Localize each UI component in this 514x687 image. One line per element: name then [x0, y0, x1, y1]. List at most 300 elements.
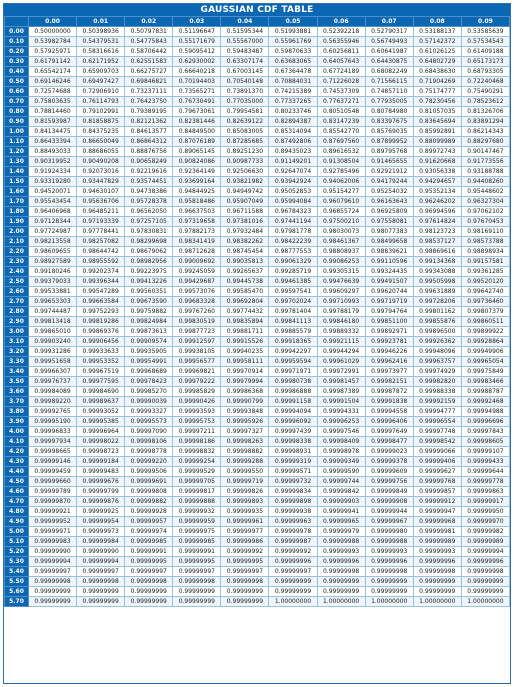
table-cell: 0.99794764: [365, 307, 413, 317]
header-row: [5, 17, 510, 27]
table-cell: 0.86433394: [29, 137, 77, 147]
table-cell: 0.99476639: [317, 277, 365, 287]
table-row: [5, 407, 510, 417]
table-cell: 0.99998338: [269, 437, 317, 447]
table-cell: 0.93319280: [29, 177, 77, 187]
table-cell: 0.70540148: [221, 77, 269, 87]
table-cell: 0.99865010: [29, 327, 77, 337]
table-cell: 0.99999768: [413, 477, 461, 487]
table-cell: 0.98299698: [125, 237, 173, 247]
table-cell: 0.92219616: [125, 167, 173, 177]
table-cell: 0.99999963: [269, 517, 317, 527]
table-cell: 0.74857110: [365, 87, 413, 97]
table-cell: 0.99999999: [269, 587, 317, 597]
table-cell: 0.97830831: [125, 227, 173, 237]
table-cell: 0.99998931: [269, 447, 317, 457]
table-cell: 0.99912597: [173, 337, 221, 347]
table-cell: 0.99744487: [29, 307, 77, 317]
table-cell: 0.99999319: [269, 457, 317, 467]
table-cell: 0.80510548: [317, 107, 365, 117]
table-cell: 0.99999996: [317, 557, 365, 567]
table-cell: 0.84613577: [125, 127, 173, 137]
table-cell: 0.99963757: [413, 357, 461, 367]
table-cell: 0.99999998: [413, 567, 461, 577]
table-cell: 0.99999994: [461, 547, 509, 557]
table-cell: 0.80784980: [365, 107, 413, 117]
table-cell: 0.99979222: [173, 377, 221, 387]
table-cell: 0.99999705: [173, 477, 221, 487]
row-header: 0.20: [5, 47, 29, 57]
table-cell: 0.92921912: [365, 167, 413, 177]
row-header: 1.40: [5, 167, 29, 177]
table-cell: 0.99999974: [125, 527, 173, 537]
table-cell: 0.99999999: [173, 587, 221, 597]
table-cell: 0.99752293: [77, 307, 125, 317]
table-cell: 0.99999954: [77, 517, 125, 527]
row-header: 2.40: [5, 267, 29, 277]
table-cell: 0.59095412: [173, 47, 221, 57]
row-header: 1.70: [5, 197, 29, 207]
row-header: 1.30: [5, 157, 29, 167]
table-cell: 0.94179244: [365, 177, 413, 187]
table-cell: 0.96637503: [173, 207, 221, 217]
table-cell: 0.99999947: [413, 507, 461, 517]
table-cell: 0.99999995: [221, 557, 269, 567]
table-cell: 0.99991158: [269, 397, 317, 407]
table-cell: 0.99954991: [125, 357, 173, 367]
table-cell: 0.99935905: [125, 347, 173, 357]
table-cell: 0.99585470: [221, 287, 269, 297]
table-cell: 0.99343088: [413, 267, 461, 277]
table-cell: 0.61026125: [413, 47, 461, 57]
table-cell: 0.99992468: [461, 397, 509, 407]
table-cell: 0.69497427: [77, 77, 125, 87]
table-cell: 0.81858875: [77, 117, 125, 127]
table-cell: 0.99999834: [269, 487, 317, 497]
table-row: [5, 467, 510, 477]
table-cell: 0.99999997: [173, 567, 221, 577]
table-cell: 0.99999991: [125, 547, 173, 557]
table-cell: 0.99999756: [365, 477, 413, 487]
table-cell: 0.99976737: [29, 377, 77, 387]
table-row: [5, 527, 510, 537]
table-cell: 0.65909703: [77, 67, 125, 77]
table-cell: 0.77035000: [221, 97, 269, 107]
table-cell: 0.98927589: [29, 257, 77, 267]
table-cell: 0.89435023: [269, 147, 317, 157]
table-row: [5, 287, 510, 297]
table-cell: 0.99962416: [365, 357, 413, 367]
table-cell: 0.99999066: [413, 447, 461, 457]
table-cell: 0.99445738: [221, 277, 269, 287]
table-cell: 0.99999849: [365, 487, 413, 497]
table-cell: 0.99997546: [317, 427, 365, 437]
table-cell: 0.85083005: [221, 127, 269, 137]
table-row: [5, 207, 510, 217]
table-row: [5, 507, 510, 517]
table-cell: 0.99938105: [173, 347, 221, 357]
table-row: [5, 127, 510, 137]
table-cell: 0.77935005: [365, 97, 413, 107]
table-cell: 0.99999644: [461, 467, 509, 477]
table-row: [5, 167, 510, 177]
table-row: [5, 497, 510, 507]
table-row: [5, 417, 510, 427]
table-cell: 0.99999789: [29, 487, 77, 497]
table-cell: 0.99996833: [29, 427, 77, 437]
table-cell: 0.64430875: [365, 57, 413, 67]
table-cell: 0.99995190: [29, 417, 77, 427]
row-header: 5.50: [5, 577, 29, 587]
table-cell: 0.99994331: [317, 407, 365, 417]
table-cell: 0.99999999: [125, 587, 173, 597]
table-cell: 0.99999952: [29, 517, 77, 527]
table-cell: 0.99999957: [125, 517, 173, 527]
table-cell: 0.66275727: [125, 67, 173, 77]
table-cell: 0.98341419: [173, 237, 221, 247]
table-cell: 0.99988787: [461, 387, 509, 397]
table-cell: 0.99998106: [125, 437, 173, 447]
table-cell: 0.95448602: [461, 187, 509, 197]
table-cell: 0.99999912: [413, 497, 461, 507]
table-cell: 0.93056338: [413, 167, 461, 177]
table-cell: 0.99999857: [413, 487, 461, 497]
table-cell: 0.97381016: [221, 217, 269, 227]
table-cell: 0.79954581: [221, 107, 269, 117]
row-header: 2.00: [5, 227, 29, 237]
table-cell: 0.99991838: [365, 397, 413, 407]
table-cell: 0.99999995: [125, 557, 173, 567]
table-row: [5, 577, 510, 587]
table-cell: 0.90490208: [77, 157, 125, 167]
table-cell: 0.99999882: [125, 497, 173, 507]
table-cell: 0.99974929: [413, 367, 461, 377]
row-header: 0.30: [5, 57, 29, 67]
table-cell: 0.99999609: [365, 467, 413, 477]
table-cell: 0.72240468: [461, 77, 509, 87]
table-cell: 0.99719719: [365, 297, 413, 307]
row-header: 3.10: [5, 337, 29, 347]
table-cell: 0.99997649: [365, 427, 413, 437]
table-cell: 0.65542174: [29, 67, 77, 77]
table-cell: 0.99999999: [221, 597, 269, 607]
table-cell: 0.88686055: [77, 147, 125, 157]
table-cell: 0.99999997: [269, 567, 317, 577]
table-cell: 0.99869376: [77, 327, 125, 337]
table-cell: 0.91465655: [365, 157, 413, 167]
table-cell: 0.97128344: [29, 217, 77, 227]
table-cell: 0.99835894: [221, 317, 269, 327]
table-cell: 0.97614824: [413, 217, 461, 227]
table-cell: 0.99999996: [269, 557, 317, 567]
table-cell: 0.99978423: [125, 377, 173, 387]
table-cell: 0.99981457: [317, 377, 365, 387]
table-cell: 0.99975849: [461, 367, 509, 377]
table-cell: 0.55171679: [173, 37, 221, 47]
table-cell: 0.90658249: [125, 157, 173, 167]
row-header: 4.80: [5, 507, 29, 517]
row-header: 2.10: [5, 237, 29, 247]
table-cell: 0.99653303: [29, 297, 77, 307]
table-cell: 0.99999184: [77, 457, 125, 467]
table-cell: 0.99999888: [173, 497, 221, 507]
table-cell: 0.99985270: [125, 387, 173, 397]
table-cell: 0.71566115: [365, 77, 413, 87]
table-cell: 0.99999459: [29, 467, 77, 477]
table-cell: 0.81593987: [29, 117, 77, 127]
table-cell: 0.99997439: [269, 427, 317, 437]
table-cell: 0.99959594: [269, 357, 317, 367]
table-cell: 0.81057035: [413, 107, 461, 117]
table-cell: 0.99999893: [221, 497, 269, 507]
table-cell: 0.98839621: [365, 247, 413, 257]
corner-header-cell: [5, 17, 29, 27]
row-header: 5.10: [5, 537, 29, 547]
table-cell: 0.99995926: [221, 417, 269, 427]
table-cell: 0.89065145: [173, 147, 221, 157]
table-cell: 0.99951658: [29, 357, 77, 367]
table-cell: 0.99997327: [221, 427, 269, 437]
table-cell: 0.99999590: [317, 467, 365, 477]
table-cell: 0.73891370: [221, 87, 269, 97]
table-cell: 0.98982956: [125, 257, 173, 267]
table-row: [5, 57, 510, 67]
table-cell: 0.99683328: [173, 297, 221, 307]
table-cell: 0.92364149: [173, 167, 221, 177]
table-cell: 0.99999993: [365, 547, 413, 557]
table-cell: 0.99996092: [269, 417, 317, 427]
table-cell: 0.99999898: [269, 497, 317, 507]
table-row: [5, 87, 510, 97]
table-cell: 1.00000000: [365, 597, 413, 607]
table-cell: 0.99999999: [317, 577, 365, 587]
table-cell: 0.99998832: [173, 447, 221, 457]
table-cell: 0.99035813: [221, 257, 269, 267]
table-cell: 0.82381446: [173, 117, 221, 127]
table-cell: 1.00000000: [461, 597, 509, 607]
table-cell: 0.58706442: [125, 47, 173, 57]
table-cell: 0.99999876: [77, 497, 125, 507]
row-header: 5.20: [5, 547, 29, 557]
table-cell: 0.60256811: [317, 47, 365, 57]
table-cell: 0.99999998: [173, 577, 221, 587]
table-cell: 0.91773556: [461, 157, 509, 167]
table-cell: 0.99993327: [125, 407, 173, 417]
table-cell: 0.88297680: [461, 137, 509, 147]
table-cell: 0.99973977: [365, 367, 413, 377]
table-cell: 0.99999842: [317, 487, 365, 497]
table-cell: 0.99977595: [77, 377, 125, 387]
table-cell: 0.99989637: [77, 397, 125, 407]
table-cell: 0.99993593: [173, 407, 221, 417]
table-cell: 0.99965054: [461, 357, 509, 367]
column-header: 0.01: [77, 17, 125, 27]
table-cell: 0.99948096: [413, 347, 461, 357]
table-cell: 0.99987872: [365, 387, 413, 397]
table-cell: 0.50000000: [29, 27, 77, 37]
table-cell: 0.95994084: [269, 197, 317, 207]
table-cell: 0.99999808: [125, 487, 173, 497]
table-cell: 0.59870633: [269, 47, 317, 57]
table-cell: 0.99999971: [29, 527, 77, 537]
table-cell: 0.99982820: [413, 377, 461, 387]
table-cell: 0.99999968: [413, 517, 461, 527]
table-cell: 0.94062006: [317, 177, 365, 187]
table-cell: 0.51595344: [221, 27, 269, 37]
row-header: 4.90: [5, 517, 29, 527]
table-row: [5, 177, 510, 187]
table-cell: 0.99999965: [317, 517, 365, 527]
table-cell: 0.99998542: [413, 437, 461, 447]
table-cell: 0.60641987: [365, 47, 413, 57]
table-cell: 0.53188137: [413, 27, 461, 37]
row-header: 2.30: [5, 257, 29, 267]
table-cell: 0.64802729: [413, 57, 461, 67]
table-cell: 0.54379531: [77, 37, 125, 47]
table-cell: 0.99999950: [461, 507, 509, 517]
table-cell: 0.71226028: [317, 77, 365, 87]
table-cell: 0.99999691: [125, 477, 173, 487]
table-cell: 0.99953352: [77, 357, 125, 367]
table-cell: 0.51196647: [173, 27, 221, 37]
table-cell: 1.00000000: [413, 597, 461, 607]
table-cell: 0.59483487: [221, 47, 269, 57]
table-cell: 0.96163643: [365, 197, 413, 207]
table-cell: 0.99788179: [317, 307, 365, 317]
table-cell: 0.82894387: [269, 117, 317, 127]
table-cell: 0.75174777: [413, 87, 461, 97]
table-cell: 0.99774432: [221, 307, 269, 317]
table-cell: 0.99996406: [365, 417, 413, 427]
table-cell: 0.99999996: [365, 557, 413, 567]
table-cell: 0.99999550: [221, 467, 269, 477]
table-cell: 0.99906456: [77, 337, 125, 347]
table-cell: 0.99998723: [77, 447, 125, 457]
table-cell: 1.00000000: [317, 597, 365, 607]
table-cell: 0.95254032: [365, 187, 413, 197]
table-cell: 0.99851100: [365, 317, 413, 327]
table-cell: 0.99999989: [461, 537, 509, 547]
table-cell: 0.99999981: [413, 527, 461, 537]
table-cell: 0.50797831: [125, 27, 173, 37]
table-cell: 0.99999991: [173, 547, 221, 557]
table-cell: 0.99998263: [221, 437, 269, 447]
table-cell: 0.99999989: [413, 537, 461, 547]
table-cell: 0.99999986: [221, 537, 269, 547]
table-row: [5, 317, 510, 327]
table-row: [5, 267, 510, 277]
table-cell: 0.99520120: [461, 277, 509, 287]
table-cell: 0.99971971: [269, 367, 317, 377]
table-row: [5, 597, 510, 607]
table-cell: 0.90319952: [29, 157, 77, 167]
table-cell: 0.87076189: [173, 137, 221, 147]
table-cell: 0.99991504: [317, 397, 365, 407]
table-cell: 0.99999980: [365, 527, 413, 537]
table-cell: 0.99999732: [269, 477, 317, 487]
table-cell: 0.99997090: [125, 427, 173, 437]
table-cell: 0.99999988: [317, 537, 365, 547]
table-cell: 0.93699164: [173, 177, 221, 187]
table-cell: 0.99999996: [413, 557, 461, 567]
row-header: 4.10: [5, 437, 29, 447]
table-cell: 0.99958111: [221, 357, 269, 367]
row-header: 0.90: [5, 117, 29, 127]
table-cell: 0.99998409: [317, 437, 365, 447]
table-cell: 0.67724189: [317, 67, 365, 77]
table-cell: 0.99999993: [317, 547, 365, 557]
table-cell: 0.99984089: [29, 387, 77, 397]
row-header: 2.80: [5, 307, 29, 317]
table-cell: 0.97319658: [173, 217, 221, 227]
table-cell: 0.77337265: [269, 97, 317, 107]
table-cell: 0.97778441: [77, 227, 125, 237]
table-cell: 0.99999999: [125, 597, 173, 607]
table-row: [5, 277, 510, 287]
row-header: 3.90: [5, 417, 29, 427]
table-body: [5, 27, 510, 607]
table-cell: 0.67003145: [221, 67, 269, 77]
table-cell: 0.99759882: [125, 307, 173, 317]
table-cell: 0.99994988: [461, 407, 509, 417]
table-cell: 0.99999983: [29, 537, 77, 547]
table-cell: 0.99999985: [125, 537, 173, 547]
table-row: [5, 187, 510, 197]
table-cell: 0.99999378: [365, 457, 413, 467]
table-cell: 0.99086253: [317, 257, 365, 267]
table-cell: 0.99998882: [221, 447, 269, 457]
table-cell: 0.57534543: [461, 37, 509, 47]
table-cell: 0.99989220: [29, 397, 77, 407]
table-cell: 0.99999999: [413, 587, 461, 597]
table-cell: 0.99620744: [365, 287, 413, 297]
table-cell: 0.99999921: [29, 507, 77, 517]
table-cell: 0.99999999: [365, 577, 413, 587]
table-cell: 0.99245059: [173, 267, 221, 277]
table-cell: 0.86214343: [461, 127, 509, 137]
table-row: [5, 297, 510, 307]
table-cell: 0.85769035: [365, 127, 413, 137]
table-cell: 0.99999988: [365, 537, 413, 547]
table-cell: 0.57925971: [29, 47, 77, 57]
row-header: 0.80: [5, 107, 29, 117]
row-header: 1.60: [5, 187, 29, 197]
table-cell: 0.95907049: [221, 197, 269, 207]
table-cell: 0.99999932: [173, 507, 221, 517]
table-cell: 0.89972743: [413, 147, 461, 157]
table-cell: 0.99547289: [77, 287, 125, 297]
row-header: 5.70: [5, 597, 29, 607]
table-cell: 0.99999982: [461, 527, 509, 537]
table-cell: 0.75490291: [461, 87, 509, 97]
row-header: 3.80: [5, 407, 29, 417]
row-header: 5.40: [5, 567, 29, 577]
table-row: [5, 27, 510, 37]
table-cell: 0.99999999: [77, 587, 125, 597]
table-row: [5, 147, 510, 157]
table-cell: 0.94294657: [413, 177, 461, 187]
table-cell: 0.99305315: [317, 267, 365, 277]
table-cell: 0.99999935: [221, 507, 269, 517]
table-cell: 0.99813418: [29, 317, 77, 327]
column-header: 0.05: [269, 17, 317, 27]
table-cell: 0.97500210: [317, 217, 365, 227]
table-cell: 0.99999627: [413, 467, 461, 477]
table-cell: 0.99940235: [221, 347, 269, 357]
table-cell: 0.98644742: [77, 247, 125, 257]
table-cell: 0.99999719: [221, 477, 269, 487]
table-cell: 0.99396344: [77, 277, 125, 287]
